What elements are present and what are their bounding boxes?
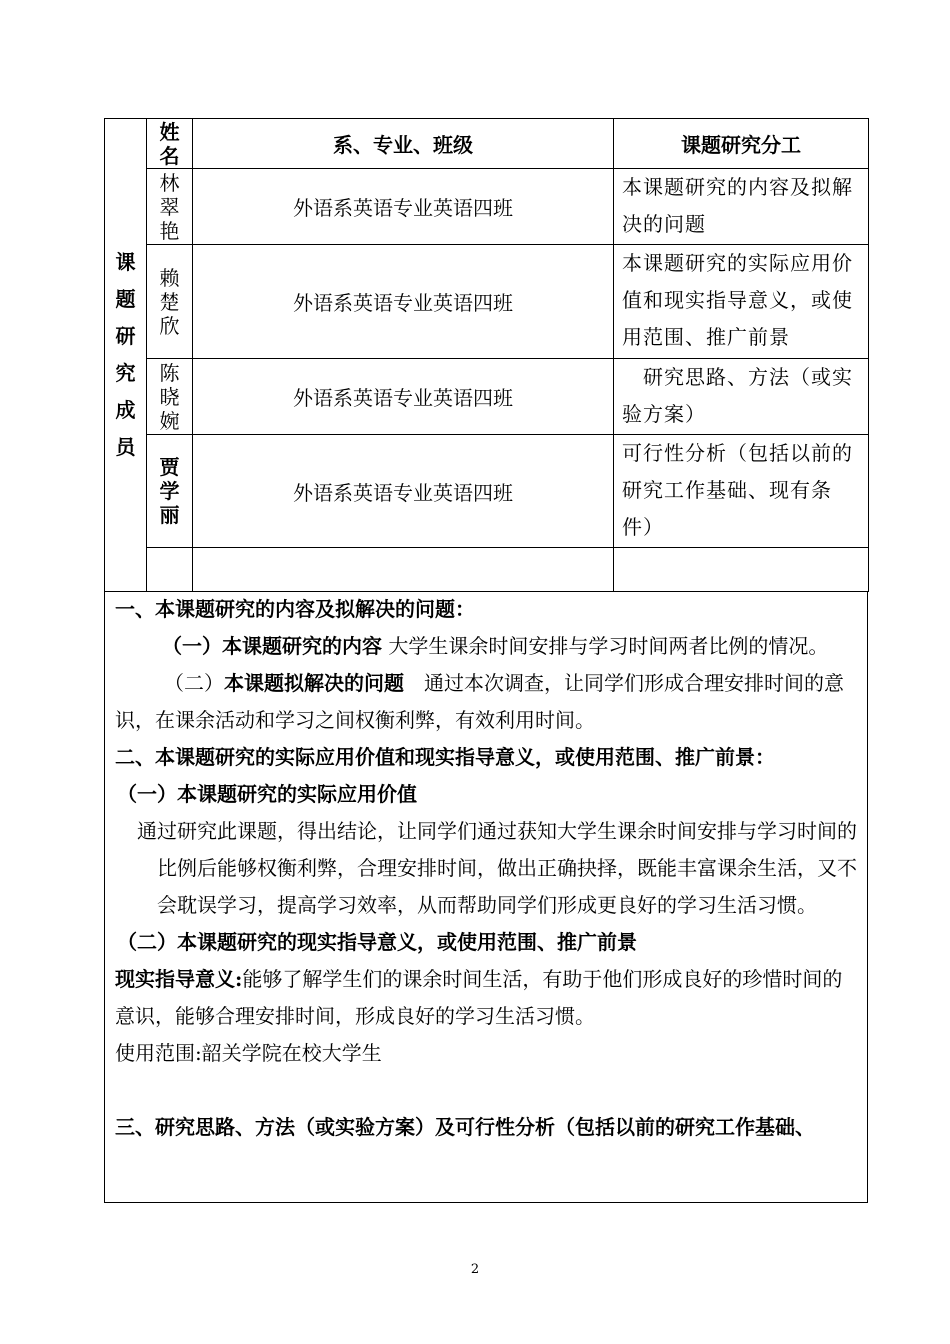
section-1-paragraph-2: （二）本课题拟解决的问题 通过本次调查，让同学们形成合理安排时间的意识，在课余活动和学习之间权衡利弊，有效利用时间。 <box>115 671 844 732</box>
table-row <box>105 169 869 245</box>
member-name: 赖 楚 欣 <box>147 245 193 359</box>
members-table <box>104 118 869 592</box>
section-1-title: 一、本课题研究的内容及拟解决的问题： <box>115 597 475 621</box>
section-2-title: 二、本课题研究的实际应用价值和现实指导意义，或使用范围、推广前景： <box>115 745 775 769</box>
header-name: 姓 名 <box>147 119 193 169</box>
table-header-row <box>105 119 869 169</box>
section-2-subtitle-2: （二）本课题研究的现实指导意义，或使用范围、推广前景 <box>117 930 637 954</box>
member-name: 陈 晓 婉 <box>147 359 193 435</box>
member-department: 外语系英语专业英语四班 <box>193 359 614 435</box>
empty-cell <box>147 548 193 592</box>
member-department: 外语系英语专业英语四班 <box>193 435 614 548</box>
header-department: 系、专业、班级 <box>193 119 614 169</box>
table-row-empty <box>105 548 869 592</box>
page-number: 2 <box>470 1262 480 1277</box>
member-task: 本课题研究的实际应用价值和现实指导意义，或使用范围、推广前景 <box>614 245 869 359</box>
empty-cell <box>614 548 869 592</box>
header-task: 课题研究分工 <box>614 119 869 169</box>
member-department: 外语系英语专业英语四班 <box>193 169 614 245</box>
section-2-paragraph-2: 现实指导意义:能够了解学生们的课余时间生活，有助于他们形成良好的珍惜时间的意识，能够合理安排时间，形成良好的学习生活习惯。 <box>115 967 843 1028</box>
research-members-label: 课 题 研 究 成 员 <box>105 119 147 592</box>
section-1-paragraph-1: （一）本课题研究的内容 大学生课余时间安排与学习时间两者比例的情况。 <box>162 634 829 658</box>
table-row <box>105 359 869 435</box>
member-task: 可行性分析（包括以前的研究工作基础、现有条件） <box>614 435 869 548</box>
member-task: 研究思路、方法（或实验方案） <box>614 359 869 435</box>
section-2-paragraph-3: 使用范围:韶关学院在校大学生 <box>115 1041 382 1065</box>
blank-line <box>105 1072 867 1109</box>
section-2-paragraph-1: 通过研究此课题，得出结论，让同学们通过获知大学生课余时间安排与学习时间的比例后能够权衡利弊，合理安排时间，做出正确抉择，既能丰富课余生活，又不会耽误学习，提高学习效率，从而帮助同学们形成更良好的学习生活习惯。 <box>137 819 857 917</box>
table-row <box>105 245 869 359</box>
member-name: 林 翠 艳 <box>147 169 193 245</box>
empty-cell <box>193 548 614 592</box>
member-department: 外语系英语专业英语四班 <box>193 245 614 359</box>
section-3-title: 三、研究思路、方法（或实验方案）及可行性分析（包括以前的研究工作基础、 <box>115 1115 815 1139</box>
member-name: 贾 学 丽 <box>147 435 193 548</box>
proposal-content <box>104 591 868 1203</box>
member-task: 本课题研究的内容及拟解决的问题 <box>614 169 869 245</box>
table-row <box>105 435 869 548</box>
section-2-subtitle-1: （一）本课题研究的实际应用价值 <box>117 782 417 806</box>
